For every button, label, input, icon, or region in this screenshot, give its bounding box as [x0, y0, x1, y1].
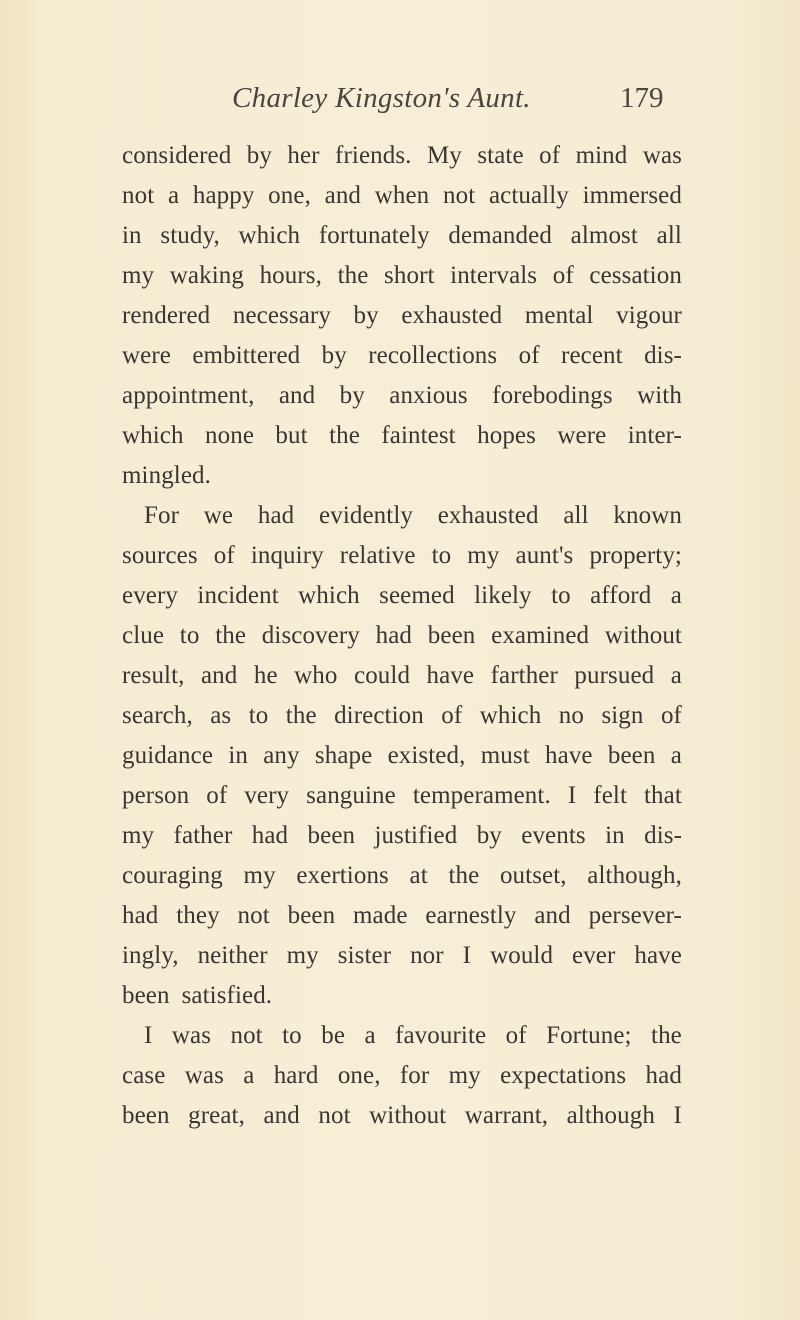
word: incident	[197, 582, 279, 609]
word: not	[318, 1102, 351, 1129]
word: almost	[570, 222, 638, 249]
word: couraging	[122, 862, 223, 889]
word: although,	[587, 862, 682, 889]
text-line	[122, 376, 682, 416]
word: one,	[337, 1062, 381, 1089]
text-line	[122, 976, 682, 1016]
word: study,	[160, 222, 220, 249]
word: been	[287, 902, 336, 929]
text-line	[122, 1056, 682, 1096]
word: mental	[524, 302, 594, 329]
word: and	[278, 382, 316, 409]
word: they	[176, 902, 220, 929]
word: which	[479, 702, 542, 729]
word: would	[490, 942, 554, 969]
word: which	[298, 582, 360, 609]
word: was	[171, 1022, 212, 1049]
word: for	[399, 1062, 430, 1089]
word: outset,	[499, 862, 567, 889]
word: dis-	[644, 342, 682, 369]
word: but	[275, 422, 308, 449]
body-text	[122, 136, 682, 1136]
word: case	[122, 1062, 166, 1089]
word: have	[545, 742, 593, 769]
word: the	[215, 622, 247, 649]
word: of	[213, 542, 235, 569]
text-line	[122, 776, 682, 816]
word: the	[285, 702, 317, 729]
word: embittered	[192, 342, 301, 369]
word: any	[263, 742, 300, 769]
word: was	[184, 1062, 224, 1089]
text-line	[122, 456, 682, 496]
text-line	[122, 1096, 682, 1136]
word: dis-	[644, 822, 682, 849]
word: nor	[410, 942, 444, 969]
word: been	[307, 822, 356, 849]
word: and	[263, 1102, 300, 1129]
word: My	[426, 142, 462, 169]
text-line	[122, 136, 682, 176]
word: in	[228, 742, 248, 769]
word: anxious	[389, 382, 468, 409]
word: a	[243, 1062, 255, 1089]
word: were	[122, 342, 171, 369]
word: not	[443, 182, 476, 209]
word: the	[329, 422, 360, 449]
word: in	[122, 222, 142, 249]
word: recollections	[368, 342, 498, 369]
word: a	[364, 1022, 376, 1049]
word: every	[122, 582, 179, 609]
word: none	[205, 422, 255, 449]
word: by	[353, 302, 379, 329]
word: exertions	[296, 862, 389, 889]
word: when	[374, 182, 430, 209]
word: mind	[575, 142, 628, 169]
text-line	[122, 936, 682, 976]
word: had	[645, 1062, 682, 1089]
word: person	[122, 782, 190, 809]
word: was	[642, 142, 682, 169]
word: to	[179, 622, 200, 649]
word: exhausted	[401, 302, 503, 329]
word: to	[551, 582, 571, 609]
word: earnestly	[425, 902, 517, 929]
word: evidently	[319, 502, 413, 529]
word: to	[248, 702, 269, 729]
text-line	[122, 896, 682, 936]
word: not	[237, 902, 270, 929]
word: considered	[122, 142, 232, 169]
word: relative	[339, 542, 416, 569]
word: happy	[192, 182, 255, 209]
word: shape	[314, 742, 373, 769]
word: my	[122, 822, 155, 849]
word: known	[613, 502, 682, 529]
word: cessation	[589, 262, 682, 289]
word: sign	[601, 702, 644, 729]
word: without	[369, 1102, 447, 1129]
word: and	[200, 662, 238, 689]
text-line	[122, 816, 682, 856]
word: of	[552, 262, 574, 289]
word: very	[244, 782, 290, 809]
word: been	[427, 622, 476, 649]
word: of	[505, 1022, 527, 1049]
text-line	[122, 696, 682, 736]
word: at	[409, 862, 428, 889]
word: in	[605, 822, 625, 849]
word: necessary	[232, 302, 331, 329]
word: have	[634, 942, 682, 969]
word: which	[238, 222, 301, 249]
word: by	[246, 142, 272, 169]
word: search,	[122, 702, 193, 729]
word: made	[353, 902, 408, 929]
word: although	[566, 1102, 655, 1129]
word: favourite	[395, 1022, 487, 1049]
word: appointment,	[122, 382, 255, 409]
word: ingly,	[122, 942, 179, 969]
word: direction	[334, 702, 424, 729]
word: my	[286, 942, 319, 969]
word: by	[339, 382, 365, 409]
word: my	[243, 862, 276, 889]
word: of	[441, 702, 463, 729]
text-line	[122, 656, 682, 696]
word: no	[558, 702, 584, 729]
word: sister	[337, 942, 392, 969]
word: demanded	[448, 222, 552, 249]
word: intervals	[450, 262, 538, 289]
word: fortunately	[318, 222, 430, 249]
word: satisfied.	[181, 982, 273, 1009]
word: I	[144, 1022, 153, 1049]
word: felt	[593, 782, 627, 809]
word: the	[651, 1022, 682, 1049]
text-line	[122, 296, 682, 336]
word: events	[521, 822, 586, 849]
page-number: 179	[620, 82, 664, 114]
word: a	[670, 582, 682, 609]
word: the	[337, 262, 369, 289]
running-title: Charley Kingston's Aunt.	[232, 82, 531, 114]
text-line	[122, 256, 682, 296]
word: recent	[561, 342, 623, 369]
text-line	[122, 176, 682, 216]
word: temperament.	[412, 782, 551, 809]
word: have	[426, 662, 475, 689]
word: clue	[122, 622, 165, 649]
word: had	[257, 502, 295, 529]
word: a	[167, 182, 180, 209]
word: waking	[169, 262, 244, 289]
word: Fortune;	[546, 1022, 632, 1049]
word: inquiry	[250, 542, 324, 569]
word: to	[282, 1022, 302, 1049]
word: my	[448, 1062, 481, 1089]
paragraph-start-line	[122, 496, 682, 536]
text-line	[122, 416, 682, 456]
word: vigour	[616, 302, 682, 329]
word: actually	[488, 182, 569, 209]
word: examined	[491, 622, 590, 649]
word: all	[563, 502, 589, 529]
word: forebodings	[492, 382, 613, 409]
word: of	[518, 342, 540, 369]
word: I	[567, 782, 577, 809]
word: seemed	[379, 582, 455, 609]
word: pursued	[574, 662, 655, 689]
word: result,	[122, 662, 185, 689]
word: neither	[197, 942, 268, 969]
word: justified	[374, 822, 458, 849]
text-line	[122, 576, 682, 616]
word: to	[431, 542, 452, 569]
word: been	[122, 982, 170, 1009]
word: guidance	[122, 742, 214, 769]
word: farther	[490, 662, 558, 689]
word: the	[448, 862, 480, 889]
word: all	[656, 222, 682, 249]
word: faintest	[381, 422, 456, 449]
word: had	[375, 622, 413, 649]
word: father	[173, 822, 233, 849]
word: her	[287, 142, 320, 169]
word: immersed	[582, 182, 682, 209]
running-head	[0, 82, 800, 122]
word: a	[670, 742, 682, 769]
word: been	[607, 742, 656, 769]
word: not	[122, 182, 155, 209]
word: had	[122, 902, 159, 929]
word: sanguine	[306, 782, 396, 809]
word: likely	[474, 582, 532, 609]
word: were	[557, 422, 607, 449]
word: afford	[590, 582, 652, 609]
word: we	[203, 502, 234, 529]
word: great,	[188, 1102, 245, 1129]
text-line	[122, 856, 682, 896]
word: and	[534, 902, 571, 929]
text-line	[122, 216, 682, 256]
text-line	[122, 736, 682, 776]
word: been	[122, 1102, 170, 1129]
word: discovery	[261, 622, 360, 649]
word: ever	[572, 942, 616, 969]
word: and	[324, 182, 362, 209]
word: of	[539, 142, 561, 169]
word: by	[321, 342, 347, 369]
word: inter-	[627, 422, 682, 449]
paragraph-start-line	[122, 1016, 682, 1056]
word: expectations	[500, 1062, 627, 1089]
word: short	[384, 262, 435, 289]
word: exhausted	[437, 502, 539, 529]
word: rendered	[122, 302, 211, 329]
word: that	[644, 782, 682, 809]
text-line	[122, 536, 682, 576]
text-line	[122, 616, 682, 656]
word: sources	[122, 542, 198, 569]
word: property;	[589, 542, 682, 569]
word: persever-	[588, 902, 682, 929]
word: who	[294, 662, 338, 689]
word: must	[480, 742, 530, 769]
word: be	[321, 1022, 346, 1049]
word: as	[210, 702, 232, 729]
word: state	[477, 142, 524, 169]
word: I	[462, 942, 472, 969]
word: of	[660, 702, 682, 729]
word: For	[144, 502, 180, 529]
word: without	[604, 622, 682, 649]
word: warrant,	[464, 1102, 549, 1129]
word: could	[354, 662, 411, 689]
word: hard	[273, 1062, 319, 1089]
word: with	[637, 382, 682, 409]
word: which	[122, 422, 184, 449]
word: existed,	[387, 742, 466, 769]
word: by	[476, 822, 502, 849]
word: a	[670, 662, 682, 689]
word: mingled.	[122, 462, 211, 489]
text-line	[122, 336, 682, 376]
word: not	[230, 1022, 263, 1049]
word: aunt's	[515, 542, 574, 569]
word: I	[673, 1102, 682, 1129]
word: of	[206, 782, 228, 809]
word: had	[251, 822, 289, 849]
word: he	[253, 662, 278, 689]
word: my	[122, 262, 155, 289]
word: my	[467, 542, 500, 569]
word: hopes	[477, 422, 536, 449]
word: one,	[268, 182, 311, 209]
word: friends.	[335, 142, 412, 169]
word: hours,	[259, 262, 322, 289]
